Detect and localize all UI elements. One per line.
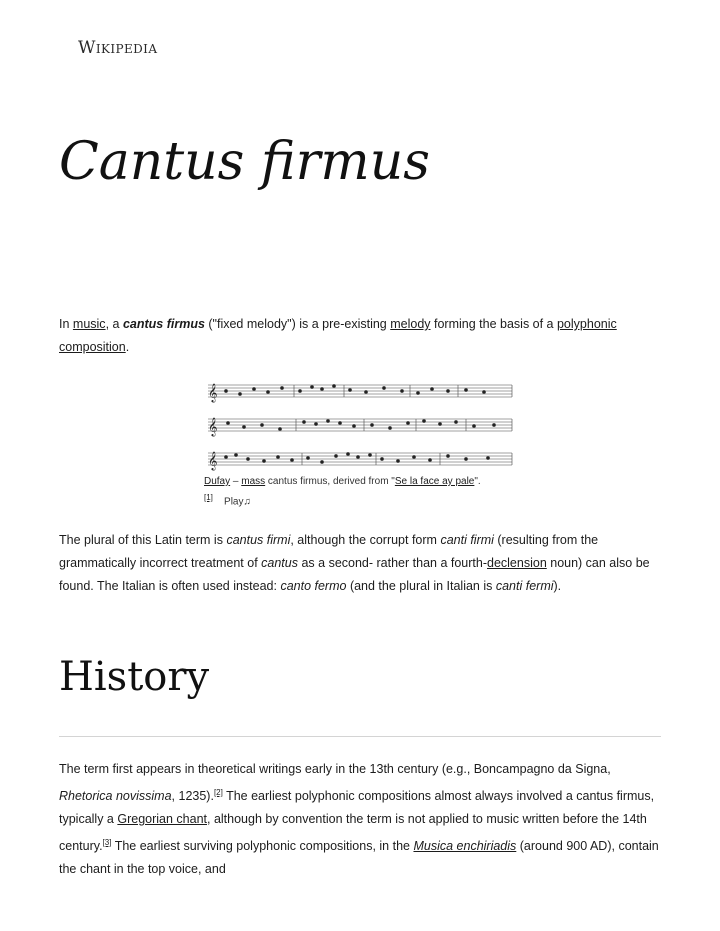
para-text: ). — [553, 579, 562, 593]
intro-paragraph — [59, 313, 659, 359]
history-heading: History — [59, 654, 210, 700]
link-se-la-face[interactable]: Se la face ay pale — [394, 476, 475, 487]
italic-term: canti firmi — [440, 533, 494, 547]
figure-caption — [204, 474, 504, 510]
link-declension[interactable]: declension — [487, 556, 547, 570]
play-label: Play — [224, 496, 244, 508]
para-text: (and the plural in Italian is — [346, 579, 496, 593]
score-image — [204, 377, 516, 477]
staff-3 — [208, 451, 512, 471]
page-title: Cantus firmus — [59, 132, 430, 192]
heading-divider — [59, 736, 661, 737]
ref-2[interactable]: [2] — [213, 788, 223, 797]
italic-term: Rhetorica novissima — [59, 789, 172, 804]
para-text: , although the corrupt form — [290, 533, 441, 547]
italic-term: cantus — [261, 556, 298, 570]
para-text: (resulting from the grammatically incorrect treatment of — [59, 533, 599, 570]
para-text: noun) can also be found. The Italian is often used instead: — [59, 556, 650, 593]
svg-text:𝄞: 𝄞 — [208, 383, 218, 402]
ref-1[interactable]: [1] — [204, 493, 213, 502]
intro-text: . — [125, 340, 130, 354]
link-dufay[interactable]: Dufay — [204, 476, 231, 487]
play-button[interactable] — [224, 496, 251, 507]
plural-paragraph — [59, 529, 659, 598]
italic-term: cantus firmi — [226, 533, 291, 547]
para-text: The earliest surviving polyphonic compositions, in the — [111, 839, 414, 854]
caption-text: cantus firmus, derived from " — [265, 476, 395, 487]
link-musica-enchiriadis[interactable]: Musica enchiriadis — [413, 839, 517, 854]
link-gregorian-chant[interactable]: Gregorian chant — [117, 812, 207, 827]
para-text: The term first appears in theoretical writings early in the 13th century (e.g., Boncampagno da Signa, — [59, 762, 611, 776]
para-text: The earliest polyphonic compositions almost always involved a cantus firmus, typically a — [59, 789, 655, 827]
staff-2 — [208, 417, 512, 437]
wikipedia-wordmark[interactable]: Wikipedia — [78, 38, 158, 58]
link-composition[interactable]: composition — [59, 340, 126, 354]
intro-text: , a — [105, 317, 123, 331]
svg-text:𝄞: 𝄞 — [208, 417, 218, 436]
svg-text:𝄞: 𝄞 — [208, 451, 218, 470]
italic-term: canto fermo — [280, 579, 347, 593]
para-text: (around 900 AD), contain the chant in the top voice, and — [59, 839, 659, 877]
history-paragraph — [59, 758, 659, 881]
staff-1 — [208, 383, 512, 403]
link-music[interactable]: music — [72, 317, 106, 331]
para-text: The plural of this Latin term is — [59, 533, 227, 547]
intro-text: In — [59, 317, 73, 331]
audio-icon: ♫ — [243, 496, 251, 508]
intro-text: ("fixed melody") is a pre-existing — [204, 317, 391, 331]
para-text: , 1235). — [171, 789, 214, 804]
italic-term: canti fermi — [495, 579, 554, 593]
caption-text: – — [230, 476, 242, 487]
para-text: , although by convention the term is not applied to music written before the 14th century. — [59, 812, 647, 854]
para-text: as a second- rather than a fourth- — [298, 556, 487, 570]
link-mass[interactable]: mass — [241, 476, 266, 487]
ref-3[interactable]: [3] — [102, 838, 112, 848]
term-bold: cantus firmus — [122, 317, 205, 331]
link-polyphonic[interactable]: polyphonic — [556, 317, 617, 331]
caption-text: ". — [474, 476, 481, 487]
link-melody[interactable]: melody — [390, 317, 431, 331]
intro-text: forming the basis of a — [430, 317, 557, 331]
